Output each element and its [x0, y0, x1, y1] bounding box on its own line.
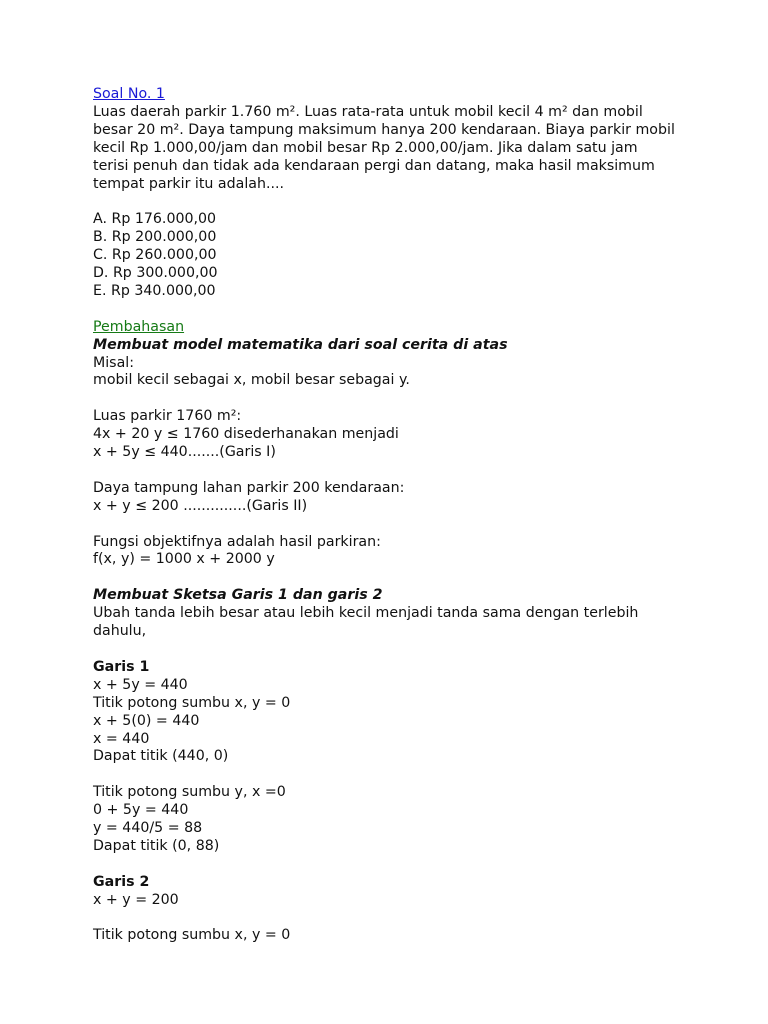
luas-line: Luas parkir 1760 m²: — [93, 408, 242, 425]
daya-line: Daya tampung lahan parkir 200 kendaraan: — [93, 479, 405, 496]
spacer — [93, 856, 693, 874]
option-c: C. Rp 260.000,00 — [93, 247, 217, 264]
fungsi-line: f(x, y) = 1000 x + 2000 y — [93, 551, 275, 568]
question-line: Luas daerah parkir 1.760 m². Luas rata-rata untuk mobil kecil 4 m² dan mobil — [93, 103, 643, 120]
garis1-y-line: y = 440/5 = 88 — [93, 820, 203, 837]
option-d: D. Rp 300.000,00 — [93, 265, 218, 282]
misal-line: Misal: — [93, 354, 134, 371]
spacer — [93, 910, 693, 928]
soal-title — [93, 86, 693, 104]
question-line: terisi penuh dan tidak ada kendaraan pergi dan datang, maka hasil maksimum — [93, 157, 655, 174]
garis2-eq: x + y = 200 — [93, 891, 179, 908]
spacer — [93, 301, 693, 319]
ubah-line: Ubah tanda lebih besar atau lebih kecil menjadi tanda sama dengan terlebih — [93, 605, 639, 622]
garis2-title: Garis 2 — [93, 873, 150, 890]
garis1-y-line: Titik potong sumbu y, x =0 — [93, 784, 286, 801]
spacer — [93, 462, 693, 480]
spacer — [93, 641, 693, 659]
garis1-y-line: 0 + 5y = 440 — [93, 802, 189, 819]
garis1-line: x + 5y = 440 — [93, 676, 188, 693]
heading-model: Membuat model matematika dari soal cerita di atas — [93, 336, 508, 353]
question-line: kecil Rp 1.000,00/jam dan mobil besar Rp 2.000,00/jam. Jika dalam satu jam — [93, 139, 638, 156]
garis1-line: Dapat titik (440, 0) — [93, 748, 229, 765]
garis1-line: x = 440 — [93, 730, 150, 747]
option-b: B. Rp 200.000,00 — [93, 229, 217, 246]
misal-line: mobil kecil sebagai x, mobil besar sebagai y. — [93, 372, 410, 389]
spacer — [93, 193, 693, 211]
garis2-line: Titik potong sumbu x, y = 0 — [93, 927, 291, 944]
garis1-title: Garis 1 — [93, 658, 150, 675]
garis1-line: Titik potong sumbu x, y = 0 — [93, 694, 291, 711]
question-line: tempat parkir itu adalah.... — [93, 175, 284, 192]
luas-line: x + 5y ≤ 440.......(Garis I) — [93, 444, 276, 461]
ubah-line: dahulu, — [93, 623, 147, 640]
option-a: A. Rp 176.000,00 — [93, 211, 217, 228]
luas-line: 4x + 20 y ≤ 1760 disederhanakan menjadi — [93, 426, 399, 443]
spacer — [93, 766, 693, 784]
spacer — [93, 516, 693, 534]
garis1-y-line: Dapat titik (0, 88) — [93, 837, 220, 854]
spacer — [93, 569, 693, 587]
fungsi-line: Fungsi objektifnya adalah hasil parkiran: — [93, 533, 381, 550]
document-page — [93, 86, 693, 945]
garis1-line: x + 5(0) = 440 — [93, 712, 200, 729]
question-line: besar 20 m². Daya tampung maksimum hanya 200 kendaraan. Biaya parkir mobil — [93, 121, 675, 138]
daya-line: x + y ≤ 200 ..............(Garis II) — [93, 497, 308, 514]
pembahasan-title — [93, 319, 693, 337]
soal-title-link[interactable]: Soal No. 1 — [93, 86, 165, 102]
heading-sketsa: Membuat Sketsa Garis 1 dan garis 2 — [93, 587, 383, 604]
option-e: E. Rp 340.000,00 — [93, 282, 216, 299]
spacer — [93, 390, 693, 408]
pembahasan-title-link[interactable]: Pembahasan — [93, 318, 185, 335]
